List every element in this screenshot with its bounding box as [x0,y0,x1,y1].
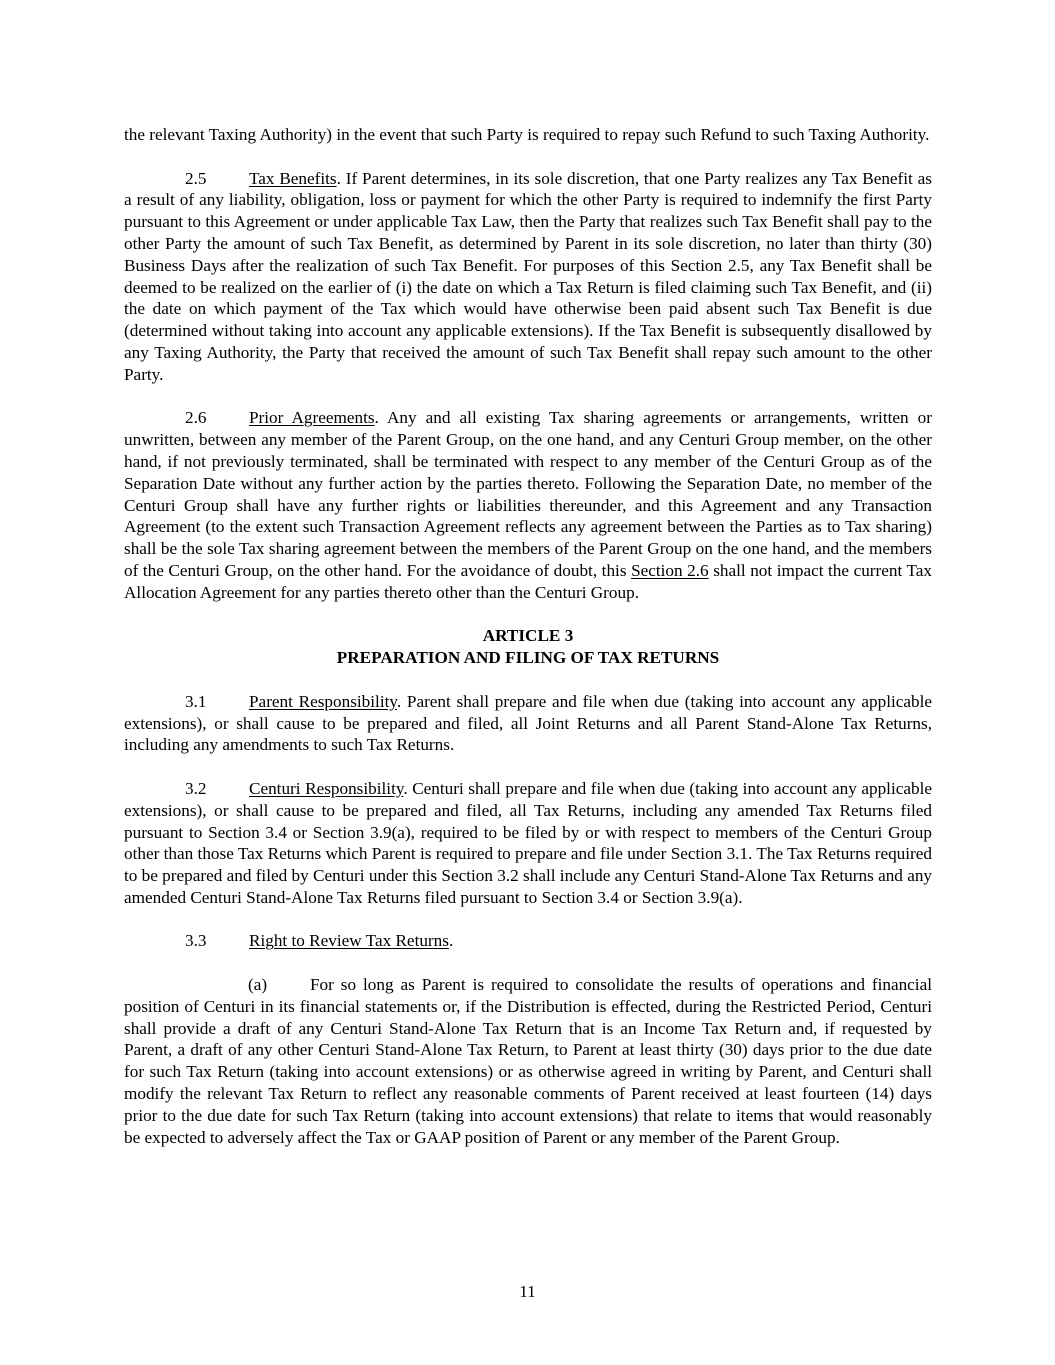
section-3-1 [124,691,932,756]
section-number: 3.1 [185,691,207,711]
section-heading: Right to Review Tax Returns [249,931,449,951]
continuation-text: the relevant Taxing Authority) in the event that such Party is required to repay such Refund to such Taxing Authority. [124,125,930,144]
section-number: 2.5 [185,168,207,188]
section-heading: Parent Responsibility [249,691,397,711]
section-body-end: shall not impact the current Tax Allocation Agreement for any parties thereto other than the Centuri Group. [124,560,932,602]
section-heading: Tax Benefits [249,168,337,188]
section-3-3 [124,930,932,952]
continuation-paragraph [124,124,932,146]
section-2-5 [124,168,932,386]
article-number: ARTICLE 3 [482,626,574,646]
document-page [124,124,932,1170]
section-2-6 [124,407,932,603]
article-heading [124,625,932,669]
section-body: . [448,931,454,951]
section-cross-reference: Section 2.6 [631,560,709,580]
subsection-number: (a) [248,975,268,995]
article-title: PREPARATION AND FILING OF TAX RETURNS [336,648,720,668]
section-3-3-a [124,974,932,1148]
page-number: 11 [519,1282,536,1301]
section-number: 2.6 [185,408,207,428]
subsection-body: For so long as Parent is required to consolidate the results of operations and financial position of Centuri in its financial statements or, if the Distribution is effected, during the Restricted Period, Centuri shall provide a draft of any Centuri Stand-Alone Tax Return that is an Income Tax Return and, if requested by Parent, a draft of any other Centuri Stand-Alone Tax Return, to Parent at least thirty (30) days prior to the due date for such Tax Return (taking into account extensions) or as otherwise agreed in writing by Parent, and Centuri shall modify the relevant Tax Return to reflect any reasonable comments of Parent received at least fourteen (14) days prior to the due date for such Tax Return (taking into account extensions) that relate to items that would reasonably be expected to adversely affect the Tax or GAAP position of Parent or any member of the Parent Group. [124,975,932,1147]
section-heading: Centuri Responsibility [249,778,404,798]
section-number: 3.3 [185,931,207,951]
section-body: . Centuri shall prepare and file when due (taking into account any applicable extensions), or shall cause to be prepared and filed, all Tax Returns, including any amended Tax Returns filed pursuant to Section 3.4 or Section 3.9(a), required to be filed by or with respect to members of the Centuri Group other than those Tax Returns which Parent is required to prepare and file under Section 3.1. The Tax Returns required to be prepared and filed by Centuri under this Section 3.2 shall include any Centuri Stand-Alone Tax Returns and any amended Centuri Stand-Alone Tax Returns filed pursuant to Section 3.4 or Section 3.9(a). [124,778,933,907]
section-number: 3.2 [185,778,207,798]
section-heading: Prior Agreements [249,408,375,428]
section-3-2 [124,778,932,909]
section-body: . Parent shall prepare and file when due (taking into account any applicable extensions), or shall cause to be prepared and filed, all Joint Returns and all Parent Stand-Alone Tax Returns, including any amendments to such Tax Returns. [124,691,932,755]
section-body: . If Parent determines, in its sole discretion, that one Party realizes any Tax Benefit as a result of any liability, obligation, loss or payment for which the other Party is required to indemnify the first Party pursuant to this Agreement or under applicable Tax Law, then the Party that realizes such Tax Benefit shall pay to the other Party the amount of such Tax Benefit, as determined by Parent in its sole discretion, no later than thirty (30) Business Days after the realization of such Tax Benefit. For purposes of this Section 2.5, any Tax Benefit shall be deemed to be realized on the earlier of (i) the date on which a Tax Return is filed claiming such Tax Benefit, and (ii) the date on which payment of the Tax which would have otherwise been paid absent such Tax Benefit is due (determined without taking into account any applicable extensions). If the Tax Benefit is subsequently disallowed by any Taxing Authority, the Party that received the amount of such Tax Benefit shall repay such amount to the other Party. [124,168,932,384]
section-body: . Any and all existing Tax sharing agreements or arrangements, written or unwritten, between any member of the Parent Group, on the one hand, and any Centuri Group member, on the other hand, if not previously terminated, shall be terminated with respect to any member of the Centuri Group as of the Separation Date without any further action by the parties thereto. Following the Separation Date, no member of the Centuri Group shall have any further rights or liabilities thereunder, and this Agreement and any Transaction Agreement (to the extent such Transaction Agreement reflects any agreement between the Parties as to Tax sharing) shall be the sole Tax sharing agreement between the members of the Parent Group on the one hand, and the members of the Centuri Group, on the other hand. For the avoidance of doubt, this [124,408,933,580]
